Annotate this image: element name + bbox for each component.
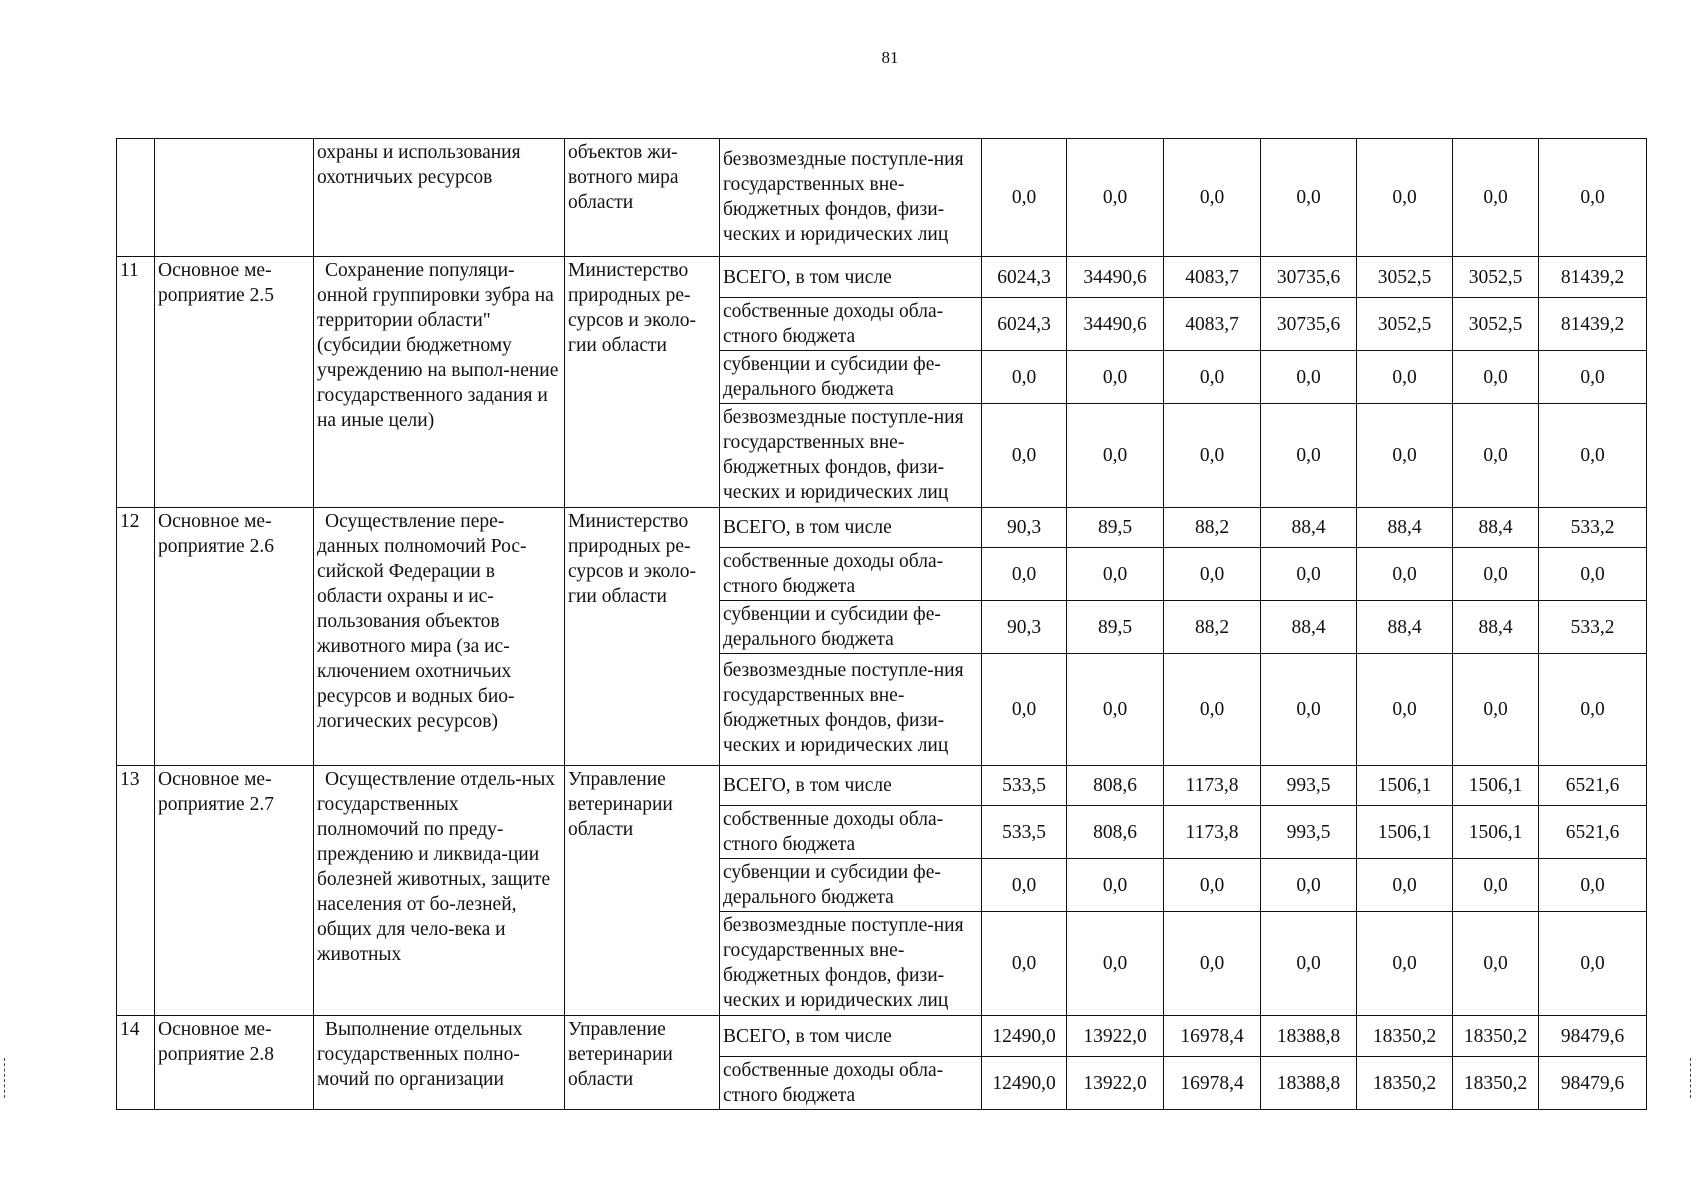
value-cell: 0,0: [1453, 351, 1539, 404]
value-cell: 88,2: [1164, 508, 1261, 548]
value-cell: 0,0: [982, 859, 1067, 912]
value-cell: 3052,5: [1357, 257, 1453, 298]
value-cell: 81439,2: [1539, 257, 1647, 298]
description-cell: Осуществление пере-данных полномочий Рос-сийской Федерации в области охраны и ис-пользования объектов животного мира (за ис-ключением охотничьих ресурсов и водных био-логических ресурсов): [314, 508, 565, 766]
table-row: [117, 139, 1647, 257]
value-cell: 0,0: [1539, 404, 1647, 508]
value-cell: 0,0: [982, 912, 1067, 1016]
value-cell: 0,0: [1261, 404, 1357, 508]
value-cell: 0,0: [1539, 139, 1647, 257]
value-cell: 0,0: [1357, 912, 1453, 1016]
value-cell: 0,0: [1164, 351, 1261, 404]
value-cell: 18388,8: [1261, 1016, 1357, 1057]
value-cell: 88,4: [1357, 508, 1453, 548]
value-cell: 0,0: [1357, 548, 1453, 601]
executor-cell: Министерство природных ре-сурсов и эколо-гии области: [565, 508, 720, 766]
value-cell: 0,0: [1539, 548, 1647, 601]
value-cell: 98479,6: [1539, 1016, 1647, 1057]
value-cell: 18350,2: [1453, 1057, 1539, 1110]
value-cell: 0,0: [982, 654, 1067, 766]
value-cell: 0,0: [1453, 139, 1539, 257]
value-cell: 81439,2: [1539, 298, 1647, 351]
value-cell: 0,0: [1261, 139, 1357, 257]
value-cell: 88,4: [1357, 601, 1453, 654]
value-cell: 0,0: [1539, 654, 1647, 766]
source-cell: безвозмездные поступле-ния государственных вне-бюджетных фондов, физи-ческих и юридических лиц: [720, 139, 982, 257]
value-cell: 993,5: [1261, 806, 1357, 859]
event-cell: [155, 139, 314, 257]
event-cell: Основное ме-роприятие 2.8: [155, 1016, 314, 1110]
event-cell: Основное ме-роприятие 2.6: [155, 508, 314, 766]
value-cell: 1173,8: [1164, 806, 1261, 859]
value-cell: 13922,0: [1067, 1016, 1164, 1057]
value-cell: 90,3: [982, 508, 1067, 548]
value-cell: 808,6: [1067, 766, 1164, 806]
value-cell: 34490,6: [1067, 298, 1164, 351]
source-cell: субвенции и субсидии фе-дерального бюджета: [720, 601, 982, 654]
value-cell: 0,0: [1067, 859, 1164, 912]
value-cell: 0,0: [1453, 404, 1539, 508]
value-cell: 0,0: [1261, 859, 1357, 912]
value-cell: 30735,6: [1261, 257, 1357, 298]
value-cell: 533,5: [982, 766, 1067, 806]
value-cell: 3052,5: [1453, 298, 1539, 351]
table-row: [117, 508, 1647, 548]
event-cell: Основное ме-роприятие 2.5: [155, 257, 314, 508]
description-cell: охраны и использования охотничьих ресурсов: [314, 139, 565, 257]
scan-edge-mark: [4, 1058, 6, 1098]
executor-cell: Управление ветеринарии области: [565, 1016, 720, 1110]
value-cell: 0,0: [1357, 404, 1453, 508]
page-number: 81: [881, 48, 899, 67]
table-row: [117, 766, 1647, 806]
value-cell: 533,2: [1539, 508, 1647, 548]
value-cell: 0,0: [1067, 912, 1164, 1016]
source-cell: безвозмездные поступле-ния государственных вне-бюджетных фондов, физи-ческих и юридических лиц: [720, 654, 982, 766]
value-cell: 0,0: [1261, 548, 1357, 601]
value-cell: 0,0: [1261, 912, 1357, 1016]
value-cell: 6521,6: [1539, 806, 1647, 859]
value-cell: 89,5: [1067, 601, 1164, 654]
value-cell: 0,0: [1453, 654, 1539, 766]
value-cell: 0,0: [1539, 859, 1647, 912]
value-cell: 0,0: [1357, 859, 1453, 912]
value-cell: 0,0: [1453, 912, 1539, 1016]
value-cell: 89,5: [1067, 508, 1164, 548]
value-cell: 12490,0: [982, 1057, 1067, 1110]
executor-cell: Министерство природных ре-сурсов и эколо-гии области: [565, 257, 720, 508]
value-cell: 0,0: [1164, 139, 1261, 257]
value-cell: 808,6: [1067, 806, 1164, 859]
table-row: [117, 1016, 1647, 1057]
source-cell: субвенции и субсидии фе-дерального бюджета: [720, 859, 982, 912]
executor-cell: объектов жи-вотного мира области: [565, 139, 720, 257]
value-cell: 0,0: [1539, 351, 1647, 404]
value-cell: 0,0: [1357, 139, 1453, 257]
value-cell: 3052,5: [1453, 257, 1539, 298]
value-cell: 0,0: [1067, 548, 1164, 601]
value-cell: 6521,6: [1539, 766, 1647, 806]
budget-table: [116, 138, 1647, 1110]
value-cell: 88,4: [1261, 601, 1357, 654]
value-cell: 1506,1: [1453, 806, 1539, 859]
value-cell: 90,3: [982, 601, 1067, 654]
value-cell: 16978,4: [1164, 1057, 1261, 1110]
row-number-cell: 14: [117, 1016, 155, 1110]
source-cell: ВСЕГО, в том числе: [720, 257, 982, 298]
value-cell: 993,5: [1261, 766, 1357, 806]
value-cell: 18350,2: [1357, 1057, 1453, 1110]
value-cell: 1506,1: [1453, 766, 1539, 806]
value-cell: 0,0: [1357, 654, 1453, 766]
value-cell: 0,0: [982, 351, 1067, 404]
value-cell: 6024,3: [982, 257, 1067, 298]
value-cell: 0,0: [1067, 404, 1164, 508]
value-cell: 0,0: [1539, 912, 1647, 1016]
value-cell: 0,0: [982, 548, 1067, 601]
source-cell: безвозмездные поступле-ния государственных вне-бюджетных фондов, физи-ческих и юридических лиц: [720, 912, 982, 1016]
source-cell: собственные доходы обла-стного бюджета: [720, 298, 982, 351]
value-cell: 18350,2: [1357, 1016, 1453, 1057]
value-cell: 0,0: [1453, 548, 1539, 601]
table-row: [117, 257, 1647, 298]
value-cell: 6024,3: [982, 298, 1067, 351]
source-cell: собственные доходы обла-стного бюджета: [720, 1057, 982, 1110]
value-cell: 533,5: [982, 806, 1067, 859]
value-cell: 4083,7: [1164, 257, 1261, 298]
value-cell: 0,0: [982, 404, 1067, 508]
value-cell: 0,0: [1261, 654, 1357, 766]
event-cell: Основное ме-роприятие 2.7: [155, 766, 314, 1016]
value-cell: 30735,6: [1261, 298, 1357, 351]
value-cell: 0,0: [1164, 654, 1261, 766]
value-cell: 18350,2: [1453, 1016, 1539, 1057]
source-cell: собственные доходы обла-стного бюджета: [720, 548, 982, 601]
source-cell: ВСЕГО, в том числе: [720, 766, 982, 806]
value-cell: 533,2: [1539, 601, 1647, 654]
description-cell: Осуществление отдель-ных государственных полномочий по преду-преждению и ликвида-ции болезней животных, защите населения от бо-лезней, общих для чело-века и животных: [314, 766, 565, 1016]
description-cell: Выполнение отдельных государственных полно-мочий по организации: [314, 1016, 565, 1110]
value-cell: 0,0: [1261, 351, 1357, 404]
row-number-cell: 11: [117, 257, 155, 508]
source-cell: собственные доходы обла-стного бюджета: [720, 806, 982, 859]
value-cell: 88,4: [1453, 508, 1539, 548]
value-cell: 88,4: [1261, 508, 1357, 548]
description-cell: Сохранение популяци-онной группировки зубра на территории области" (субсидии бюджетному учреждению на выпол-нение государственного задания и на иные цели): [314, 257, 565, 508]
value-cell: 1506,1: [1357, 766, 1453, 806]
row-number-cell: 12: [117, 508, 155, 766]
row-number-cell: 13: [117, 766, 155, 1016]
value-cell: 3052,5: [1357, 298, 1453, 351]
value-cell: 0,0: [1164, 912, 1261, 1016]
value-cell: 4083,7: [1164, 298, 1261, 351]
value-cell: 0,0: [1357, 351, 1453, 404]
value-cell: 1506,1: [1357, 806, 1453, 859]
value-cell: 88,2: [1164, 601, 1261, 654]
value-cell: 0,0: [1164, 548, 1261, 601]
value-cell: 88,4: [1453, 601, 1539, 654]
source-cell: безвозмездные поступле-ния государственных вне-бюджетных фондов, физи-ческих и юридических лиц: [720, 404, 982, 508]
value-cell: 13922,0: [1067, 1057, 1164, 1110]
value-cell: 0,0: [982, 139, 1067, 257]
scan-edge-mark: [1690, 1058, 1692, 1098]
value-cell: 0,0: [1067, 654, 1164, 766]
source-cell: ВСЕГО, в том числе: [720, 1016, 982, 1057]
value-cell: 18388,8: [1261, 1057, 1357, 1110]
executor-cell: Управление ветеринарии области: [565, 766, 720, 1016]
value-cell: 34490,6: [1067, 257, 1164, 298]
value-cell: 16978,4: [1164, 1016, 1261, 1057]
value-cell: 0,0: [1164, 404, 1261, 508]
value-cell: 0,0: [1067, 139, 1164, 257]
value-cell: 0,0: [1164, 859, 1261, 912]
source-cell: субвенции и субсидии фе-дерального бюджета: [720, 351, 982, 404]
value-cell: 98479,6: [1539, 1057, 1647, 1110]
row-number-cell: [117, 139, 155, 257]
source-cell: ВСЕГО, в том числе: [720, 508, 982, 548]
value-cell: 0,0: [1453, 859, 1539, 912]
value-cell: 12490,0: [982, 1016, 1067, 1057]
value-cell: 0,0: [1067, 351, 1164, 404]
value-cell: 1173,8: [1164, 766, 1261, 806]
